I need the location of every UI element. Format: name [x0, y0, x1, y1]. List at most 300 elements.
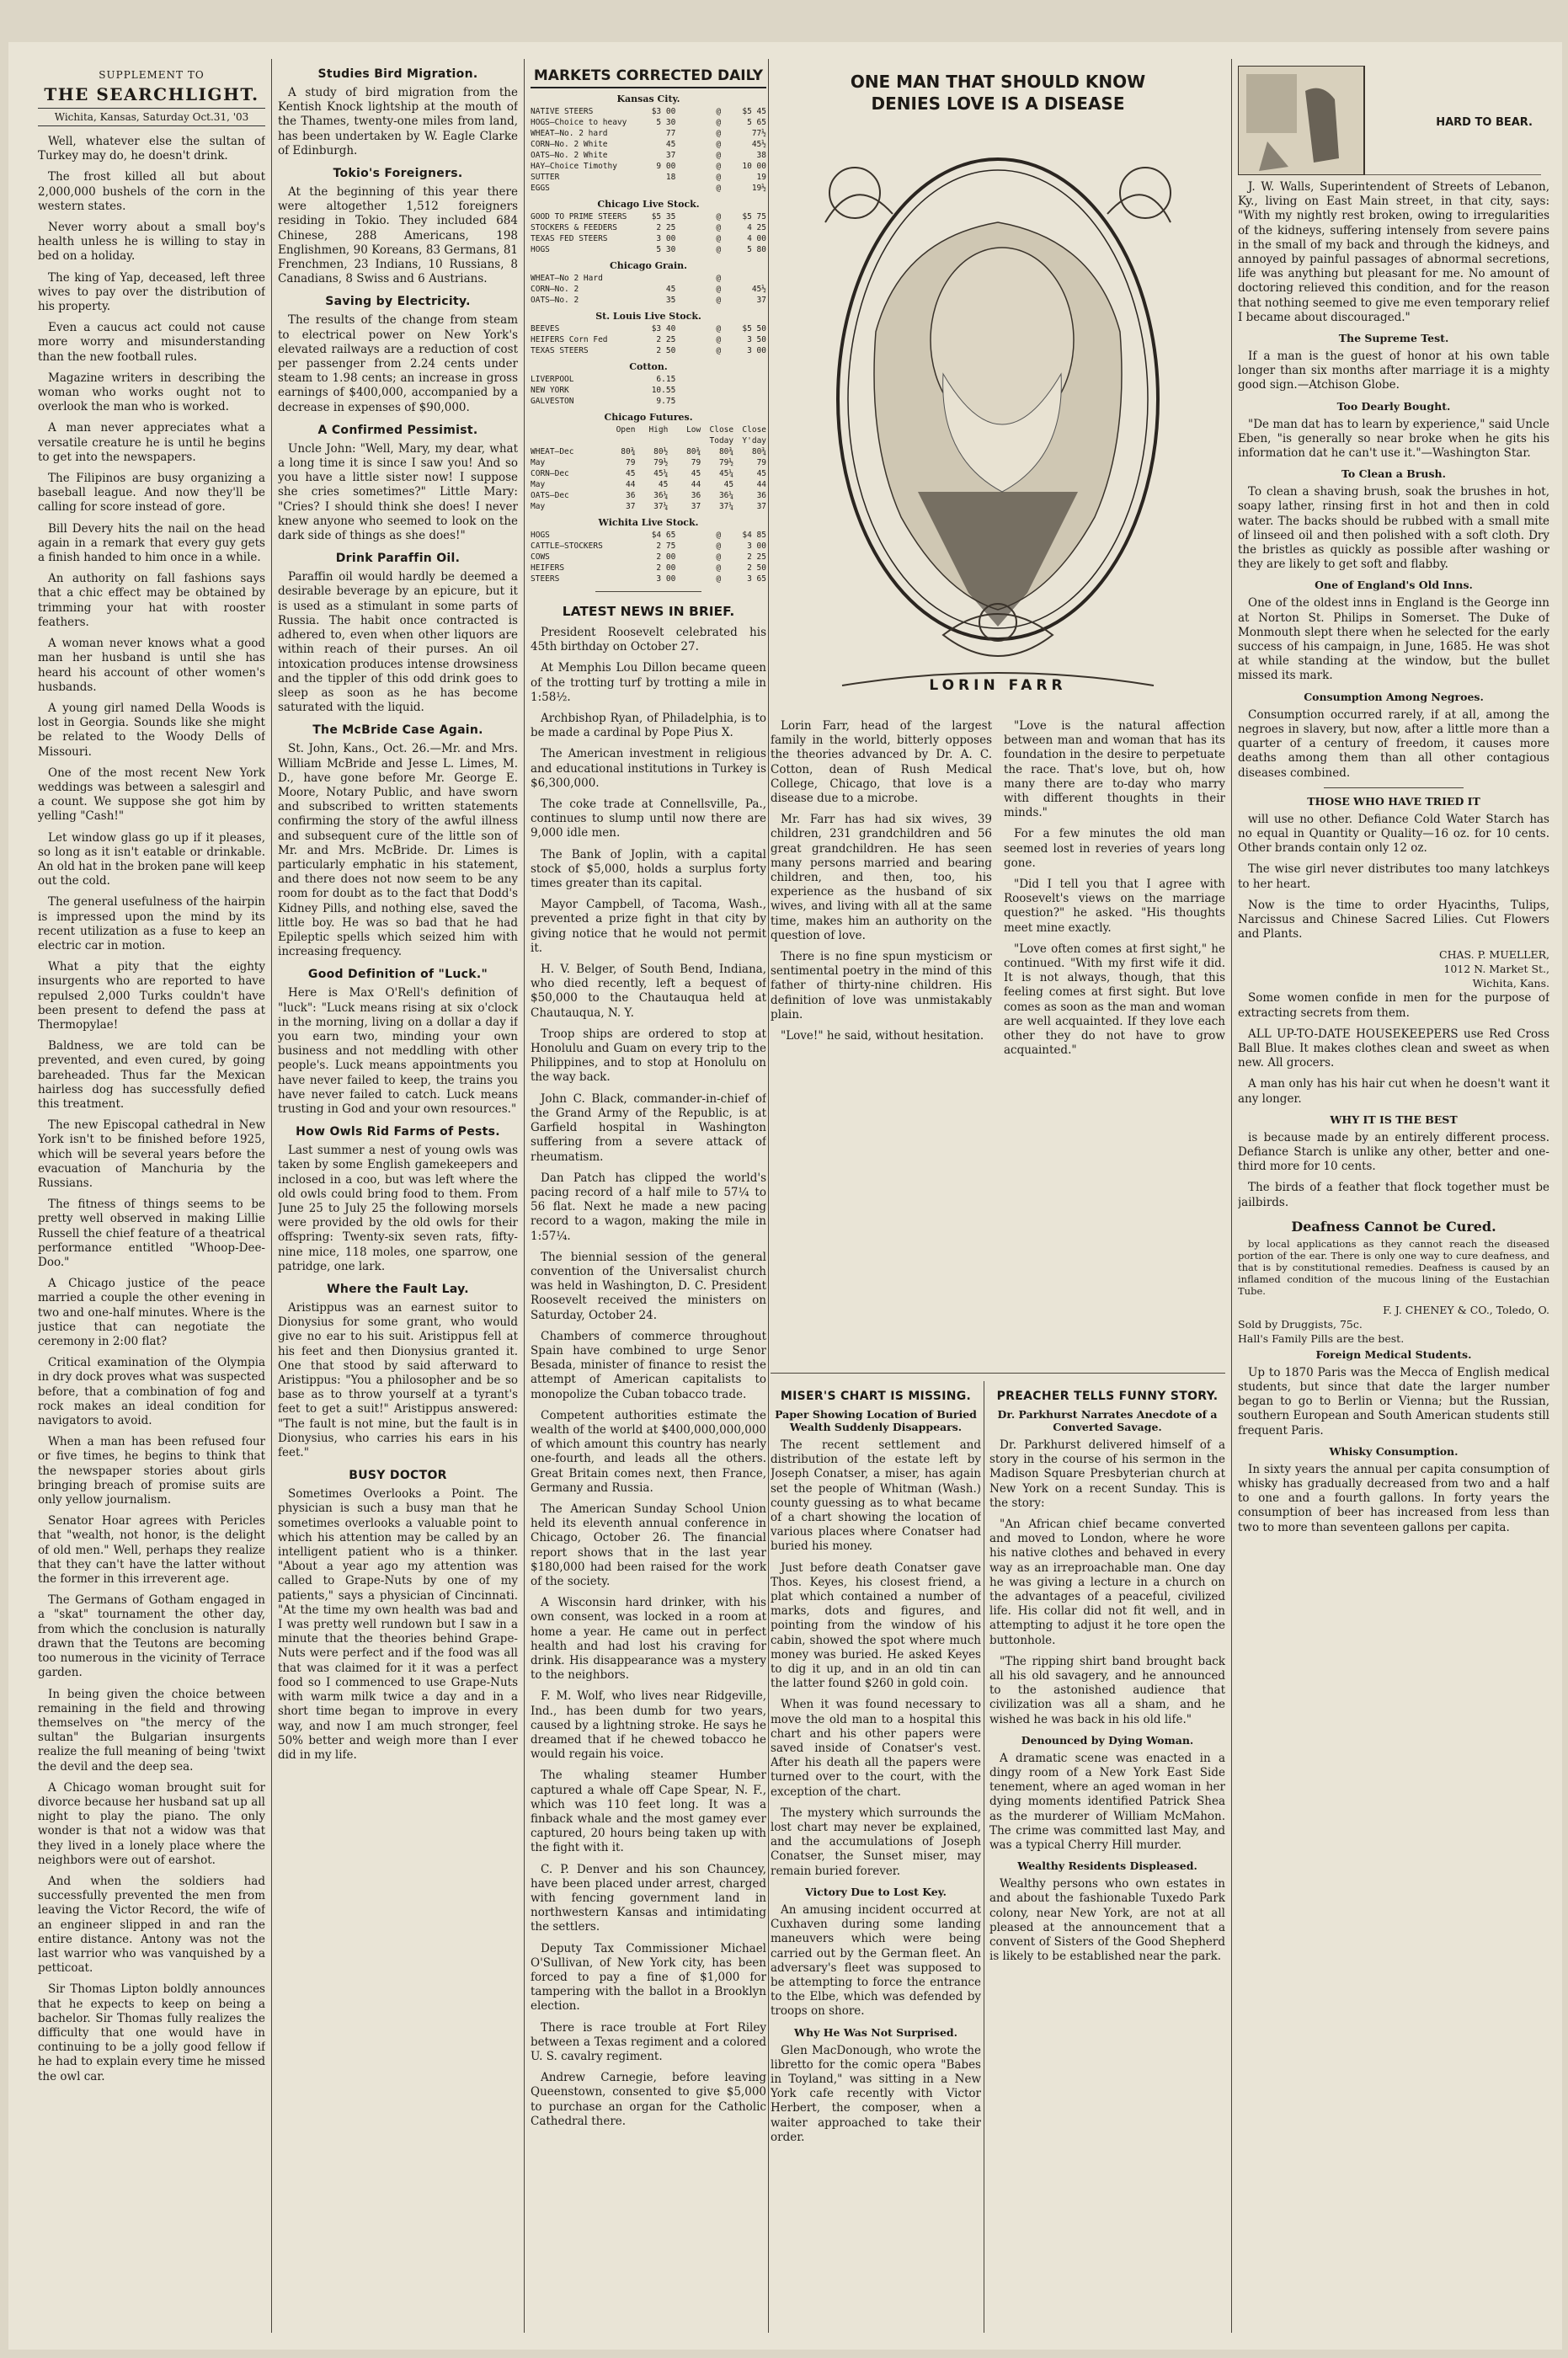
market-cell: 2 00: [656, 563, 676, 573]
market-cell: GOOD TO PRIME STEERS: [531, 212, 627, 221]
market-cell: @: [716, 129, 722, 138]
market-cell: 2 50: [656, 346, 676, 355]
why-body: Glen MacDonough, who wrote the libretto for the comic opera "Babes in Toyland," was sitting in a New York cafe recently with Victor Herbert, the composer, when a waiter approached to take their order.: [771, 2043, 981, 2144]
market-cell: 79: [691, 458, 701, 467]
market-cell: [630, 183, 675, 194]
column-rule: [1231, 59, 1232, 2333]
market-cell: @: [716, 140, 722, 149]
market-cell: 80¾: [718, 447, 734, 456]
market-cell: $5 75: [742, 212, 766, 221]
column-2: [278, 59, 518, 2333]
market-cell: [675, 374, 721, 385]
article-headline: The McBride Case Again.: [312, 723, 483, 738]
market-cell: [721, 273, 766, 284]
paragraph: The king of Yap, deceased, left three wives to pay over the distribution of his property.: [38, 270, 265, 314]
paragraph: What a pity that the eighty insurgents who are reported to have repulsed 2,000 Turks couldn't have been present to defend the pass at Thermopylae!: [38, 960, 265, 1032]
hyacinth-ad: Now is the time to order Hyacinths, Tulips, Narcissus and Chinese Sacred Lilies. Cut Flowers and Plants.: [1238, 898, 1549, 942]
market-cell: WHEAT—Dec: [531, 447, 574, 456]
paragraph: Bill Devery hits the nail on the head again in a remark that every guy gets a finish handed to him once in a while.: [38, 521, 265, 565]
tried-headline: THOSE WHO HAVE TRIED IT: [1307, 794, 1480, 808]
market-row: [531, 106, 766, 117]
market-cell: May: [531, 502, 546, 511]
divider: [1324, 787, 1464, 788]
market-row: [531, 128, 766, 139]
section-divider: [771, 1373, 1225, 1374]
paragraph: The fitness of things seems to be pretty well observed in making Lillie Russell the chief feature of a theatrical performance entitled "Whoop-Dee-Doo.": [38, 1198, 265, 1270]
paragraph: A woman never knows what a good man her husband is until she has heard his account of other women's husbands.: [38, 637, 265, 694]
market-cell: Open: [616, 425, 636, 435]
market-cell: [675, 385, 721, 396]
market-cell: 2 25: [656, 335, 676, 344]
paragraph: Well, whatever else the sultan of Turkey may do, he doesn't drink.: [38, 135, 265, 163]
market-cell: [721, 385, 766, 396]
deafness-body: by local applications as they cannot reach the diseased portion of the ear. There is only one way to cure deafness, and that is by constitutional remedies. Deafness is caused by an inflamed condition of the mucous lining of the Eustachian Tube.: [1238, 1237, 1549, 1297]
medical-headline: Foreign Medical Students.: [1315, 1347, 1472, 1361]
article-body: Sometimes Overlooks a Point. The physician is such a busy man that he sometimes overlooks a valuable point to which his attention may be called by an intelligent patient who is a thinker. "About a year ago my attention was called to Grape-Nuts by one of my patients," says a physician of Cincinnati. "At the time my own health was bad and I was pretty well rundown but I saw in a minute that the theories behind Grape-Nuts were perfect and if the food was all that was claimed for it it was a perfect food so I commenced to use Grape-Nuts with warm milk twice a day and in a short time began to improve in every way, and now I am much stronger, feel 50% better and weigh more than I ever did in my life.: [278, 1487, 518, 1762]
market-cell: @: [716, 234, 722, 243]
paragraph: The new Episcopal cathedral in New York isn't to be finished before 1925, which will be several years before the evacuation of Manchuria by the Russians.: [38, 1118, 265, 1190]
market-section-title: St. Louis Live Stock.: [595, 311, 701, 322]
paragraph: One of the most recent New York weddings was between a salesgirl and a count. We suppose she got him by yelling "Cash!": [38, 766, 265, 824]
miser-paragraph: The mystery which surrounds the lost chart may never be explained, and the accumulations of Joseph Conatser, the Sunset miser, may remain buried forever.: [771, 1806, 981, 1878]
market-cell: [531, 424, 603, 446]
market-cell: 3 00: [747, 346, 766, 355]
market-cell: 45: [723, 480, 734, 489]
market-cell: [630, 273, 675, 284]
paragraph: The general usefulness of the hairpin is impressed upon the mind by its recent utilization as a fuse to keep an electric car in motion.: [38, 895, 265, 952]
market-cell: 45½: [751, 140, 766, 149]
column-rule: [524, 59, 525, 2333]
news-item: The American investment in religious and educational institutions in Turkey is $6,300,000.: [531, 747, 766, 790]
article-headline: Tokio's Foreigners.: [333, 167, 463, 181]
market-cell: @: [716, 346, 722, 355]
market-row: [531, 150, 766, 161]
masthead-supplement: SUPPLEMENT TO: [99, 69, 205, 81]
feature-story: [771, 59, 1225, 1070]
news-item: A Wisconsin hard drinker, with his own consent, was locked in a room at home a year. He came out in perfect health and had lost his craving for drink. His disappearance was a mystery to the neighbors.: [531, 1596, 766, 1683]
market-cell: $5 50: [742, 324, 766, 333]
market-cell: 36¼: [653, 491, 669, 500]
paragraph: A Chicago justice of the peace married a couple the other evening in two and one-half minutes. Where is the justice that can negotiate the ceremony in 2:00 flat?: [38, 1277, 265, 1349]
market-cell: 80¾: [751, 447, 766, 456]
market-section-title: Chicago Live Stock.: [597, 199, 700, 210]
ad-headline: HARD TO BEAR.: [1436, 116, 1533, 129]
article-headline: Studies Bird Migration.: [317, 67, 478, 81]
market-cell: CORN—No. 2: [531, 285, 579, 294]
news-item: There is race trouble at Fort Riley between a Texas regiment and a colored U. S. cavalry regiment.: [531, 2020, 766, 2064]
preacher-headline: PREACHER TELLS FUNNY STORY.: [996, 1390, 1219, 1403]
market-row: [531, 334, 766, 345]
market-cell: 9.75: [656, 397, 676, 406]
market-cell: 3 00: [747, 541, 766, 551]
market-row: [531, 457, 766, 468]
column-rule: [768, 59, 769, 2333]
market-cell: CATTLE—STOCKERS: [531, 541, 603, 551]
market-cell: 2 25: [656, 223, 676, 232]
feature-paragraph: "Did I tell you that I agree with Roosevelt's views on the marriage question?" he asked. "His thoughts meet mine exactly.: [1004, 878, 1225, 935]
market-row: [531, 530, 766, 541]
feature-paragraph: Lorin Farr, head of the largest family in the world, bitterly opposes the theories advanced by Dr. A. C. Cotton, dean of Rush Medical College, Chicago, that love is a disease due to a microbe.: [771, 719, 992, 806]
paragraph: The Filipinos are busy organizing a baseball league. And now they'll be calling for score instead of gore.: [38, 472, 265, 515]
market-cell: 37: [756, 296, 766, 305]
market-cell: 79½: [718, 458, 734, 467]
market-row: [531, 222, 766, 233]
market-cell: 77: [665, 129, 676, 138]
haircut-paragraph: A man only has his hair cut when he doesn't want it any longer.: [1238, 1077, 1549, 1106]
market-cell: 18: [665, 173, 676, 182]
market-cell: @: [716, 531, 722, 540]
market-cell: @: [716, 335, 722, 344]
feature-body: [771, 719, 1225, 1064]
market-cell: $5 35: [651, 212, 676, 221]
market-cell: [721, 374, 766, 385]
miser-paragraph: When it was found necessary to move the old man to a hospital this chart and his other papers were saved inside of Conatser's vest. After his death all the papers were turned over to the court, with the exception of the chart.: [771, 1698, 981, 1799]
market-cell: @: [716, 245, 722, 254]
paragraph: Never worry about a small boy's health unless he is willing to stay in bed on a holiday.: [38, 221, 265, 264]
market-row: [531, 244, 766, 255]
news-item: At Memphis Lou Dillon became queen of the trotting turf by trotting a mile in 1:58½.: [531, 661, 766, 704]
market-cell: $3 40: [651, 324, 676, 333]
article-headline: A Confirmed Pessimist.: [317, 423, 478, 437]
housekeepers-ad: ALL UP-TO-DATE HOUSEKEEPERS use Red Cross Ball Blue. It makes clothes clean and sweet as when new. All grocers.: [1238, 1027, 1549, 1070]
market-cell: COWS: [531, 552, 550, 562]
feature-paragraph: For a few minutes the old man seemed lost in reveries of years long gone.: [1004, 827, 1225, 870]
paragraph: A young girl named Della Woods is lost in Georgia. Sounds like she might be related to the Woody Dells of Missouri.: [38, 701, 265, 759]
preacher-subhead: Dr. Parkhurst Narrates Anecdote of a Converted Savage.: [997, 1408, 1218, 1433]
market-row: [531, 552, 766, 563]
news-item: Competent authorities estimate the wealth of the world at $400,000,000,000 of which amount this country has nearly one-fourth, and leads all the others. Great Britain comes next, then France, Germany and Russia.: [531, 1408, 766, 1495]
article-body: One of the oldest inns in England is the George inn at Norton St. Philips in Somerset. The Duke of Monmouth slept there when he selected for the early success of his campaign, in June, 1685. He was shot at while standing at the window, but the bullet missed its mark.: [1238, 596, 1549, 683]
article-headline: Saving by Electricity.: [325, 295, 471, 309]
market-cell: CORN—Dec: [531, 469, 569, 478]
mueller-city: Wichita, Kans.: [1472, 977, 1549, 990]
market-cell: @: [716, 541, 722, 551]
paragraph: Let window glass go up if it pleases, so long as it isn't eatable or drinkable. An old hat in the broken pane will keep out the cold.: [38, 830, 265, 888]
market-cell: 77½: [751, 129, 766, 138]
article-headline: One of England's Old Inns.: [1315, 579, 1473, 592]
market-row: [531, 468, 766, 479]
market-cell: 79½: [653, 458, 669, 467]
market-cell: @: [716, 151, 722, 160]
paragraph: And when the soldiers had successfully prevented the men from leaving the Victor Record, the wife of an engineer slipped in and ran the entire distance. Antony was not the last warrior who was vanquished by a petticoat.: [38, 1874, 265, 1976]
news-item: C. P. Denver and his son Chauncey, have been placed under arrest, charged with fencing government land in northwestern Kansas and intimidating the settlers.: [531, 1862, 766, 1934]
market-cell: 2 25: [747, 552, 766, 562]
jailbirds-paragraph: The birds of a feather that flock together must be jailbirds.: [1238, 1181, 1549, 1209]
news-item: The Bank of Joplin, with a capital stock of $5,000, holds a surplus forty times greater than its capital.: [531, 847, 766, 891]
article-body: A study of bird migration from the Kentish Knock lightship at the mouth of the Thames, twenty-one miles from land, has been undertaken by W. Eagle Clarke of Edinburgh.: [278, 86, 518, 157]
market-cell: 35: [665, 296, 676, 305]
article-list: [278, 67, 518, 1763]
paragraph: The frost killed all but about 2,000,000 bushels of the corn in the western states.: [38, 170, 265, 213]
market-section-title: Chicago Grain.: [610, 260, 687, 271]
newspaper-page: [8, 42, 1562, 2350]
market-cell: OATS—No. 2: [531, 296, 579, 305]
wealthy-headline: Wealthy Residents Displeased.: [1017, 1859, 1197, 1873]
market-cell: STOCKERS & FEEDERS: [531, 223, 617, 232]
portrait-engraving: [775, 121, 1221, 711]
market-row: [531, 446, 766, 457]
market-cell: 38: [756, 151, 766, 160]
paragraph: Sir Thomas Lipton boldly announces that he expects to keep on being a bachelor. Sir Thomas fully realizes the difficulty that one would have in continuing to be a jolly good fellow if he had to explain every time he missed the owl car.: [38, 1982, 265, 2083]
best-body: is because made by an entirely different process. Defiance Starch is unlike any other, better and one-third more for 10 cents.: [1238, 1130, 1549, 1174]
market-cell: 10.55: [651, 386, 676, 395]
market-section-title: Chicago Futures.: [604, 412, 693, 423]
column-3: [531, 59, 766, 2333]
market-cell: 5 30: [656, 245, 676, 254]
market-cell: BEEVES: [531, 324, 560, 333]
market-cell: 36¼: [718, 491, 734, 500]
article-headline: Consumption Among Negroes.: [1304, 690, 1484, 703]
dying-body: A dramatic scene was enacted in a dingy room of a New York East Side tenement, where an aged woman in her dying moments identified Patrick Shea as the murderer of William McMahon. The crime was committed last May, and was a typical Cherry Hill murder.: [989, 1751, 1225, 1853]
market-cell: 9 00: [656, 162, 676, 171]
market-cell: @: [716, 118, 722, 127]
paragraph: The Germans of Gotham engaged in a "skat" tournament the other day, from which the conclusion is naturally drawn that the Teutons are becoming too numerous in the vicinity of Terrace garden.: [38, 1593, 265, 1680]
market-cell: 3 00: [656, 234, 676, 243]
article-headline: Where the Fault Lay.: [327, 1283, 469, 1297]
victory-body: An amusing incident occurred at Cuxhaven during some landing maneuvers which were being carried out by the German fleet. An adversary's fleet was supposed to be attempting to force the entrance to the Elbe, which was defended by troops on shore.: [771, 1902, 981, 2019]
market-cell: GALVESTON: [531, 397, 574, 406]
paragraph: Baldness, we are told can be prevented, and even cured, by going bareheaded. Thus far the Mexican hairless dog has successfully defied this treatment.: [38, 1039, 265, 1111]
market-row: [531, 563, 766, 573]
market-row: [531, 541, 766, 552]
market-cell: 36: [691, 491, 701, 500]
news-item: The American Sunday School Union held its eleventh annual conference in Chicago, October 26. The financial report shows that in the last year $180,000 had been raised for the work of the society.: [531, 1502, 766, 1588]
mueller-name: CHAS. P. MUELLER,: [1439, 948, 1549, 962]
market-cell: 45: [626, 469, 636, 478]
market-cell: @: [716, 296, 722, 305]
article-headline: Good Definition of "Luck.": [307, 968, 488, 982]
market-cell: 36: [626, 491, 636, 500]
article-headline: BUSY DOCTOR: [349, 1469, 447, 1483]
news-item: Andrew Carnegie, before leaving Queenstown, consented to give $5,000 to purchase an organ for the Catholic Cathedral there.: [531, 2071, 766, 2128]
ad-illustration: [1238, 66, 1541, 175]
column-1: [38, 59, 265, 2333]
column-6: [1238, 59, 1549, 2333]
article-body: Uncle John: "Well, Mary, my dear, what a long time it is since I saw you! And so you have a little sister now! I suppose she cries sometimes?" Little Mary: "Cries? I should think she does! I never knew anyone who seemed to look on the dark side of things as she does!": [278, 441, 518, 543]
article-body: At the beginning of this year there were altogether 1,512 foreigners residing in Tokio. They included 684 Chinese, 288 Americans, 198 Englishmen, 90 Koreans, 83 Germans, 81 Frenchmen, 23 Indians, 10 Russians, 8 Canadians, 8 Swiss and 6 Austrians.: [278, 185, 518, 286]
market-cell: TEXAS STEERS: [531, 346, 589, 355]
news-item: John C. Black, commander-in-chief of the Grand Army of the Republic, is at Garfield hospital in Washington suffering from a severe attack of rheumatism.: [531, 1091, 766, 1164]
miser-paragraph: Just before death Conatser gave Thos. Keyes, his closest friend, a plat which contained a number of marks, dots and figures, and pointing from the window of his cabin, showed the spot where much money was buried. He asked Keyes to dig it up, and in an old tin can the latter found $260 in gold coin.: [771, 1560, 981, 1691]
article-headline: How Owls Rid Farms of Pests.: [296, 1125, 500, 1139]
market-cell: 19: [756, 173, 766, 182]
market-row: [531, 284, 766, 295]
article-body: Here is Max O'Rell's definition of "luck": "Luck means rising at six o'clock in the morning, living on a dollar a day if you earn two, minding your own business and not meddling with other people's. Luck means appointments you have never failed to keep, the trains you have never failed to catch. Luck means trusting in God and your own resources.": [278, 986, 518, 1116]
news-item: The coke trade at Connellsville, Pa., continues to slump until now there are 9,000 idle men.: [531, 798, 766, 840]
market-row: [531, 385, 766, 396]
news-item: Dan Patch has clipped the world's pacing record of a half mile to 57¼ to 56 flat. Next he made a new pacing record to a wagon, making the mile in 1:57¼.: [531, 1171, 766, 1243]
market-row: [531, 139, 766, 150]
market-cell: 4 25: [747, 223, 766, 232]
article-body: Consumption occurred rarely, if at all, among the negroes in slavery, but now, after a little more than a quarter of a century of freedom, it causes more deaths among them than all other contagious diseases combined.: [1238, 707, 1549, 780]
market-cell: 45¼: [718, 469, 734, 478]
druggists-line: Sold by Druggists, 75c.: [1238, 1317, 1363, 1331]
market-cell: @: [716, 324, 722, 333]
market-cell: 80½: [653, 447, 669, 456]
market-cell: 45: [665, 285, 676, 294]
market-cell: 45½: [751, 285, 766, 294]
market-cell: 2 50: [747, 563, 766, 573]
market-cell: 2 75: [656, 541, 676, 551]
market-cell: CORN—No. 2 White: [531, 140, 608, 149]
feature-paragraph: There is no fine spun mysticism or sentimental poetry in the mind of this father of thirty-nine children. His definition of love was unmistakably plain.: [771, 950, 992, 1022]
market-row: [531, 374, 766, 385]
news-item: Mayor Campbell, of Tacoma, Wash., prevented a prize fight in that city by giving notice that he would not permit it.: [531, 898, 766, 955]
paragraph: A Chicago woman brought suit for divorce because her husband sat up all night to play the piano. The only wonder is that not a widow was that they lived in a lonely place where the neighbors were out of earshot.: [38, 1780, 265, 1867]
news-item: Chambers of commerce throughout Spain have combined to urge Senor Besada, minister of finance to resist the attempt of American capitalists to monopolize the Cuban tobacco trade.: [531, 1329, 766, 1401]
best-headline: WHY IT IS THE BEST: [1330, 1112, 1458, 1126]
market-cell: 5 30: [656, 118, 676, 127]
article-body: To clean a shaving brush, soak the brushes in hot, soapy lather, rinsing first in hot and then in cold water. The backs should be rubbed with a small mite of linseed oil and then polished with a soft cloth. Dry the bristles as quickly as possible after washing or they are likely to get soft and flabby.: [1238, 485, 1549, 572]
market-cell: 44: [626, 480, 636, 489]
market-cell: 45: [665, 140, 676, 149]
feature-headline-line2: DENIES LOVE IS A DISEASE: [871, 93, 1125, 114]
mueller-address: 1012 N. Market St.,: [1443, 963, 1549, 976]
wealthy-body: Wealthy persons who own estates in and about the fashionable Tuxedo Park colony, near New York, are not at all pleased at the announcement that a convent of Sisters of the Good Shepherd is likely to be established near the park.: [989, 1877, 1225, 1964]
market-cell: @: [716, 574, 722, 584]
market-cell: HOGS: [531, 531, 550, 540]
market-cell: May: [531, 480, 546, 489]
paragraph: Magazine writers in describing the woman who works ought not to overlook the man who is worked.: [38, 371, 265, 414]
market-row: [531, 479, 766, 490]
article-body: The results of the change from steam to electrical power on New York's elevated railways are a reduction of cost per passenger from 2.24 cents under steam to 1.98 cents; an increase in gross earnings of $400,000, accompanied by a decrease in expenses of $90,000.: [278, 313, 518, 414]
market-row: [531, 211, 766, 222]
article-headline: Too Dearly Bought.: [1336, 399, 1451, 413]
paragraph-list: [38, 135, 265, 2084]
market-row: [531, 501, 766, 512]
market-cell: 44: [756, 480, 766, 489]
cheney-signature: F. J. CHENEY & CO., Toledo, O.: [1383, 1303, 1549, 1316]
market-cell: 3 50: [747, 335, 766, 344]
market-cell: 3 65: [747, 574, 766, 584]
market-cell: OATS—Dec: [531, 491, 569, 500]
market-cell: @: [716, 184, 722, 193]
medical-body: Up to 1870 Paris was the Mecca of English medical students, but since that date the larger number began to go to Berlin or Vienna; but the Russian, southern European and South American students still frequent Paris.: [1238, 1365, 1549, 1438]
markets-title: MARKETS CORRECTED DAILY: [531, 67, 766, 88]
market-cell: 5 65: [747, 118, 766, 127]
market-cell: 45: [658, 480, 669, 489]
market-cell: WHEAT—No 2 Hard: [531, 274, 603, 283]
preacher-column: [989, 1381, 1225, 2333]
victory-headline: Victory Due to Lost Key.: [805, 1885, 947, 1898]
market-cell: May: [531, 458, 546, 467]
news-item: H. V. Belger, of South Bend, Indiana, who died recently, left a bequest of $50,000 to the Chautauqua held at Chautauqua, N. Y.: [531, 963, 766, 1020]
market-section-title: Cotton.: [629, 361, 668, 372]
market-cell: HAY—Choice Timothy: [531, 162, 617, 171]
market-cell: HEIFERS Corn Fed: [531, 335, 608, 344]
market-section-title: Kansas City.: [616, 93, 680, 104]
market-cell: 79: [626, 458, 636, 467]
masthead-title: THE SEARCHLIGHT.: [44, 84, 259, 104]
news-title: LATEST NEWS IN BRIEF.: [562, 604, 735, 619]
latchkey-paragraph: The wise girl never distributes too many latchkeys to her heart.: [1238, 862, 1549, 891]
market-cell: 37: [691, 502, 701, 511]
market-row: [531, 172, 766, 183]
divider: [595, 591, 701, 592]
col6-articles: [1238, 332, 1549, 781]
news-item: President Roosevelt celebrated his 45th birthday on October 27.: [531, 626, 766, 654]
article-headline: To Clean a Brush.: [1341, 467, 1446, 481]
market-row: [531, 490, 766, 501]
market-cell: @: [716, 162, 722, 171]
feature-body-left: [771, 719, 992, 1064]
market-cell: @: [716, 552, 722, 562]
market-cell: HOGS—Choice to heavy: [531, 118, 627, 127]
article-headline: Drink Paraffin Oil.: [335, 552, 461, 566]
miser-subhead: Paper Showing Location of Buried Wealth Suddenly Disappears.: [775, 1408, 977, 1433]
market-cell: 37¼: [718, 502, 734, 511]
market-cell: [721, 396, 766, 407]
news-item: The biennial session of the general convention of the Universalist church was held in Washington, D. C. President Roosevelt received the ministers on Saturday, October 24.: [531, 1250, 766, 1322]
tried-body: will use no other. Defiance Cold Water Starch has no equal in Quantity or Quality—16 oz. for 10 cents. Other brands contain only 12 oz.: [1238, 812, 1549, 856]
market-cell: [675, 396, 721, 407]
market-cell: $4 85: [742, 531, 766, 540]
market-cell: 80¾: [621, 447, 636, 456]
market-cell: 37: [665, 151, 676, 160]
market-cell: $5 45: [742, 107, 766, 116]
miser-paragraph: The recent settlement and distribution of the estate left by Joseph Conatser, a miser, has again set the people of Whitman (Wash.) county guessing as to what became of a chart showing the location of various places where Conatser had buried his money.: [771, 1438, 981, 1554]
why-headline: Why He Was Not Surprised.: [793, 2025, 958, 2039]
miser-body: [771, 1438, 981, 1879]
preacher-body: [989, 1438, 1225, 1727]
pills-line: Hall's Family Pills are the best.: [1238, 1331, 1405, 1345]
market-cell: SUTTER: [531, 173, 560, 182]
miser-headline: MISER'S CHART IS MISSING.: [780, 1390, 972, 1403]
market-row: [531, 295, 766, 306]
article-body: Paraffin oil would hardly be deemed a desirable beverage by an epicure, but it is used as a stimulant in some parts of Russia. The habit once contracted is adhered to, even when other liquors are within reach of their purses. An oil intoxication produces intense drowsiness and the tippler of this odd drink goes to sleep as soon as he has become saturated with the liquid.: [278, 570, 518, 715]
news-item: Troop ships are ordered to stop at Honolulu and Guam on every trip to the Philippines, and to stop at Honolulu on the way back.: [531, 1027, 766, 1085]
paragraph: Critical examination of the Olympia in dry dock proves what was suspected before, that a combination of fog and rock makes an ideal condition for navigators to avoid.: [38, 1356, 265, 1428]
feature-paragraph: "Love is the natural affection between man and woman that has its foundation in the desire to perpetuate the race. That's love, but oh, how many there are to-day who marry with different thoughts in their minds.": [1004, 719, 1225, 820]
market-cell: Low: [686, 425, 701, 435]
news-item: The whaling steamer Humber captured a whale off Cape Spear, N. F., which was 110 feet long. It was a finback whale and the most gamey ever captured, 20 hours being taken up with the fight with it.: [531, 1768, 766, 1855]
market-cell: NATIVE STEERS: [531, 107, 594, 116]
news-item: Deputy Tax Commissioner Michael O'Sullivan, of New York city, has been forced to pay a fine of $1,000 for tampering with the ballot in a Brooklyn election.: [531, 1941, 766, 2014]
market-cell: 45: [756, 469, 766, 478]
market-cell: 37: [626, 502, 636, 511]
market-cell: @: [716, 285, 722, 294]
article-body: If a man is the guest of honor at his own table longer than six months after marriage it is a mighty good sign.—Atchison Globe.: [1238, 349, 1549, 392]
market-cell: 19½: [751, 184, 766, 193]
market-cell: @: [716, 212, 722, 221]
paragraph: A man never appreciates what a versatile creature he is until he begins to get into the newspapers.: [38, 421, 265, 464]
feature-headline-line1: ONE MAN THAT SHOULD KNOW: [850, 72, 1146, 92]
market-cell: Close Today: [709, 425, 734, 445]
market-cell: 10 00: [742, 162, 766, 171]
market-row: [531, 573, 766, 584]
market-cell: 44: [691, 480, 701, 489]
market-cell: @: [716, 274, 722, 283]
ad-body: J. W. Walls, Superintendent of Streets of Lebanon, Ky., living on East Main street, in that city, says: "With my nightly rest broken, owing to irregularities of the kidneys, suffering intensely from severe pains in the small of my back and through the kidneys, and annoyed by painful passages of abnormal secretions, life was anything but pleasant for me. No amount of doctoring relieved this condition, and for the reason that nothing seemed to give me even temporary relief I became about discouraged.": [1238, 180, 1549, 324]
market-cell: 37¼: [653, 502, 669, 511]
market-cell: $3 00: [651, 107, 676, 116]
market-cell: @: [716, 223, 722, 232]
market-cell: LIVERPOOL: [531, 375, 574, 384]
market-row: [531, 396, 766, 407]
market-cell: 3 00: [656, 574, 676, 584]
preacher-paragraph: "An African chief became converted and moved to London, where he wore his native clothes and behaved in every way as an irreproachable man. One day he was giving a lecture in a church on the advantages of a peaceful, civilized life. His collar did not fit well, and in attempting to adjust it he tore open the buttonhole.: [989, 1518, 1225, 1647]
feature-body-right: [1004, 719, 1225, 1064]
market-row: [531, 161, 766, 172]
market-cell: STEERS: [531, 574, 560, 584]
article-body: St. John, Kans., Oct. 26.—Mr. and Mrs. William McBride and Jesse L. Limes, M. D., have gone before Mr. George E. Moore, Notary Public, and have sworn and subscribed to written statements confirming the story of the awful illness and subsequent cure of the little son of Mr. and Mrs. McBride. Dr. Limes is particularly emphatic in his statement, and there does not now seem to be any room for doubt as to the fact that Dodd's Kidney Pills, and nothing else, saved the little boy. He was so bad that he had Epileptic spells which seized him with increasing frequency.: [278, 742, 518, 959]
market-cell: Close Y'day: [742, 425, 766, 445]
market-cell: NEW YORK: [531, 386, 569, 395]
paragraph: Even a caucus act could not cause more worry and misunderstanding than the new football rules.: [38, 321, 265, 364]
miser-column: [771, 1381, 981, 2333]
market-cell: 79: [756, 458, 766, 467]
market-cell: 45: [691, 469, 701, 478]
